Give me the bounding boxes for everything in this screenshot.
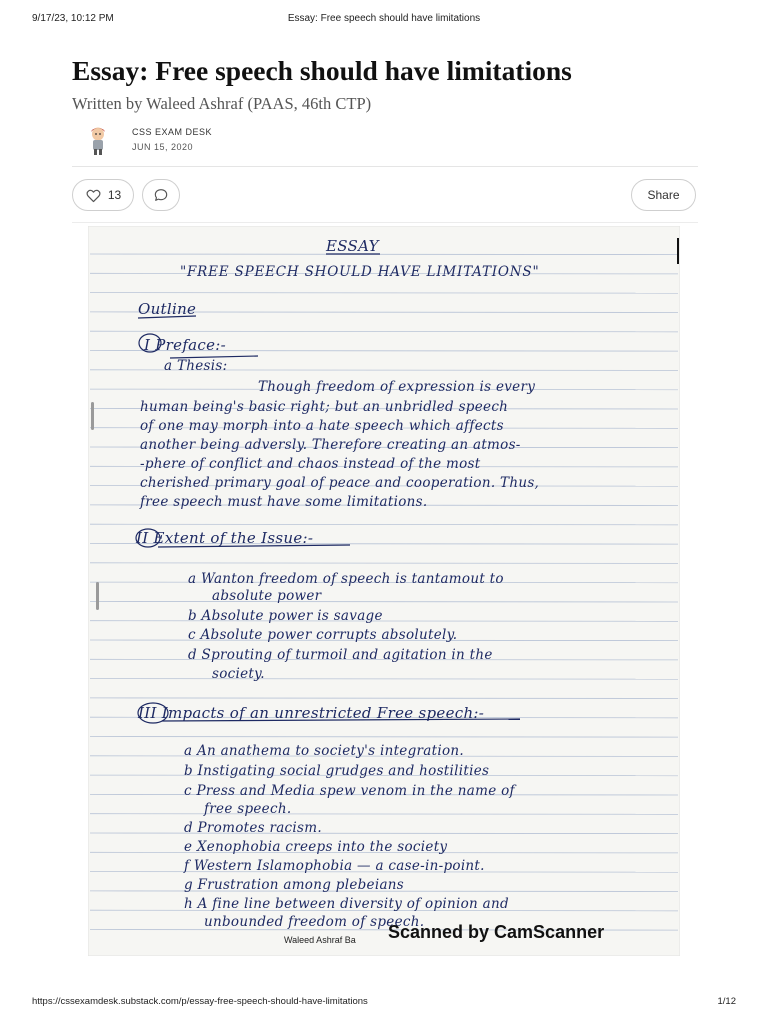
thesis-line: human being's basic right; but an unbridled speech xyxy=(140,399,509,415)
comment-bubble-icon xyxy=(153,187,169,203)
thesis-label: a Thesis: xyxy=(164,358,228,374)
divider xyxy=(72,222,698,223)
divider xyxy=(72,166,698,167)
essay-heading: ESSAY xyxy=(326,237,379,255)
outline-item: e Xenophobia creeps into the society xyxy=(184,839,448,855)
camscanner-watermark: Scanned by CamScanner xyxy=(388,922,605,942)
print-page-title: Essay: Free speech should have limitations xyxy=(287,13,481,24)
outline-item: free speech. xyxy=(204,801,292,817)
print-footer xyxy=(32,996,736,1010)
scanned-notebook-page xyxy=(88,226,680,956)
print-datetime: 9/17/23, 10:12 PM xyxy=(32,13,114,24)
post-title: Essay: Free speech should have limitations xyxy=(72,55,572,86)
like-count: 13 xyxy=(107,188,122,202)
print-page-number: 1/12 xyxy=(717,996,736,1007)
outline-item: c Press and Media spew venom in the name of xyxy=(184,783,515,799)
thesis-line: -phere of conflict and chaos instead of the most xyxy=(140,456,481,472)
outline-heading: Outline xyxy=(138,300,197,318)
publication-avatar[interactable] xyxy=(80,122,116,158)
section-3-heading: III Impacts of an unrestricted Free speech:- xyxy=(138,704,485,722)
post-subtitle: Written by Waleed Ashraf (PAAS, 46th CTP) xyxy=(72,94,372,113)
outline-item: d Sprouting of turmoil and agitation in the xyxy=(188,647,493,663)
watermark-author: Waleed Ashraf Ba xyxy=(284,935,356,945)
outline-item: unbounded freedom of speech. xyxy=(204,914,425,930)
outline-item: f Western Islamophobia — a case-in-point. xyxy=(184,858,485,874)
outline-item: a Wanton freedom of speech is tantamout to xyxy=(188,571,504,587)
outline-item: b Instigating social grudges and hostilities xyxy=(184,763,490,779)
comment-button[interactable] xyxy=(142,179,180,211)
thesis-line: free speech must have some limitations. xyxy=(140,494,428,510)
post-date: JUN 15, 2020 xyxy=(132,142,194,152)
thesis-line: of one may morph into a hate speech which affects xyxy=(140,418,504,434)
outline-item: b Absolute power is savage xyxy=(188,608,383,624)
outline-item: society. xyxy=(212,666,265,682)
print-url: https://cssexamdesk.substack.com/p/essay-free-speech-should-have-limitations xyxy=(32,996,368,1007)
heart-icon xyxy=(85,187,102,204)
print-header xyxy=(32,13,736,27)
share-button[interactable]: Share xyxy=(631,179,696,211)
thesis-line: Though freedom of expression is every xyxy=(258,379,536,395)
outline-item: c Absolute power corrupts absolutely. xyxy=(188,627,458,643)
publication-name[interactable]: CSS EXAM DESK xyxy=(132,127,213,137)
like-button[interactable] xyxy=(72,179,134,211)
outline-item: h A fine line between diversity of opinion and xyxy=(184,896,509,912)
outline-item: absolute power xyxy=(212,588,322,604)
outline-item: d Promotes racism. xyxy=(184,820,322,836)
outline-item: a An anathema to society's integration. xyxy=(184,743,464,759)
thesis-line: cherished primary goal of peace and cooperation. Thus, xyxy=(140,475,540,491)
thesis-line: another being adversly. Therefore creating an atmos- xyxy=(140,437,521,453)
outline-item: g Frustration among plebeians xyxy=(184,877,405,893)
section-2-heading: II Extent of the Issue:- xyxy=(136,529,314,547)
essay-topic: "FREE SPEECH SHOULD HAVE LIMITATIONS" xyxy=(180,264,540,280)
section-1-heading: I Preface:- xyxy=(144,336,227,354)
